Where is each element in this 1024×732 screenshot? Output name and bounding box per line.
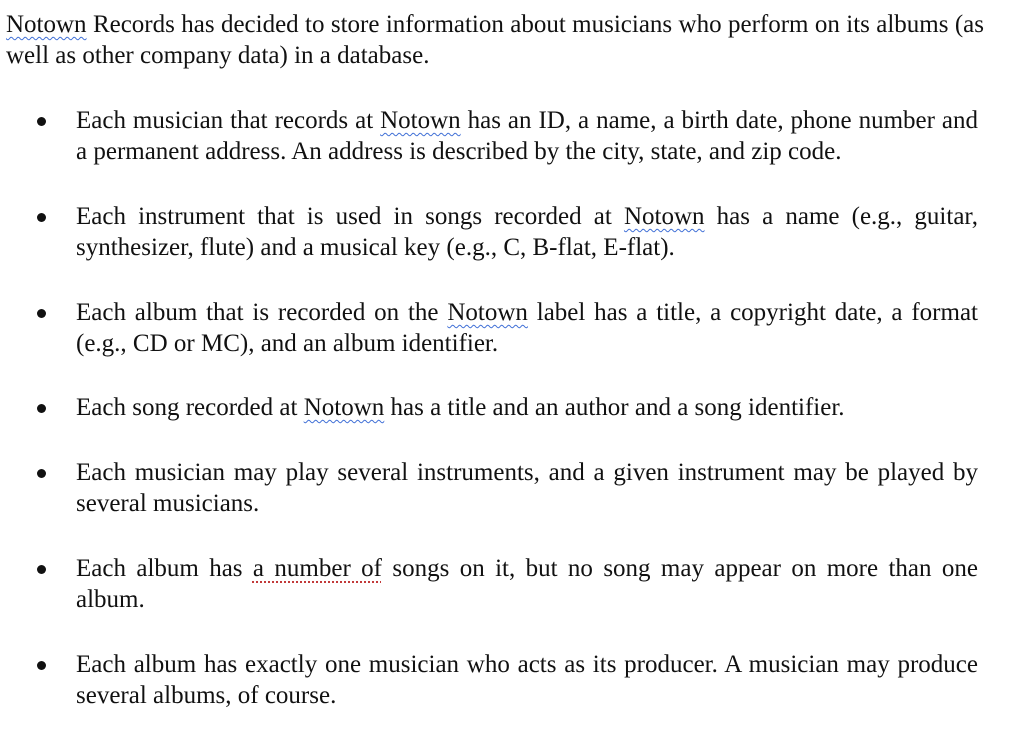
spellcheck-word: Notown — [447, 299, 528, 326]
bullet-icon — [37, 661, 46, 670]
bullet-icon — [37, 469, 46, 478]
text-segment: Each album has — [76, 555, 253, 582]
intro-paragraph — [6, 9, 984, 71]
text-segment: has a name (e.g., guitar, synthesizer, flute) and a musical key (e.g., C, B-flat, E-flat). — [76, 203, 978, 261]
text-segment: Each album has exactly one musician who acts as its producer. A musician may produce several albums, of course. — [76, 651, 978, 709]
document-page — [6, 9, 996, 71]
text-segment: Each musician that records at — [76, 107, 381, 134]
list-item-text — [76, 649, 978, 711]
bullet-icon — [37, 117, 46, 126]
list-item-text — [76, 201, 978, 263]
text-segment: Each instrument that is used in songs recorded at — [76, 203, 624, 230]
list-item-text — [76, 297, 978, 359]
intro-text: Records has decided to store information about musicians who perform on its albums (as well as other company data) in a database. — [6, 11, 984, 69]
grammar-check-phrase: a number of — [252, 555, 382, 582]
bullet-icon — [37, 565, 46, 574]
text-segment: songs on it, but no song may appear on more than one album. — [76, 555, 978, 613]
list-item-text — [76, 392, 978, 423]
list-item-text — [76, 457, 978, 519]
list-item-text — [76, 553, 978, 615]
spellcheck-word: Notown — [303, 394, 385, 421]
text-segment: label has a title, a copyright date, a format (e.g., CD or MC), and an album identifier. — [76, 299, 978, 357]
bullet-icon — [37, 213, 46, 222]
text-segment: has an ID, a name, a birth date, phone number and a permanent address. An address is described by the city, state, and zip code. — [76, 107, 978, 165]
spellcheck-word: Notown — [380, 107, 461, 134]
text-segment: has a title and an author and a song identifier. — [384, 394, 845, 421]
spellcheck-word: Notown — [623, 203, 705, 230]
text-segment: Each album that is recorded on the — [76, 299, 448, 326]
text-segment: Each song recorded at — [76, 394, 304, 421]
bullet-icon — [37, 404, 46, 413]
bullet-icon — [37, 309, 46, 318]
spellcheck-word: Notown — [6, 11, 87, 38]
list-item-text — [76, 105, 978, 167]
text-segment: Each musician may play several instruments, and a given instrument may be played by several musicians. — [76, 459, 978, 517]
